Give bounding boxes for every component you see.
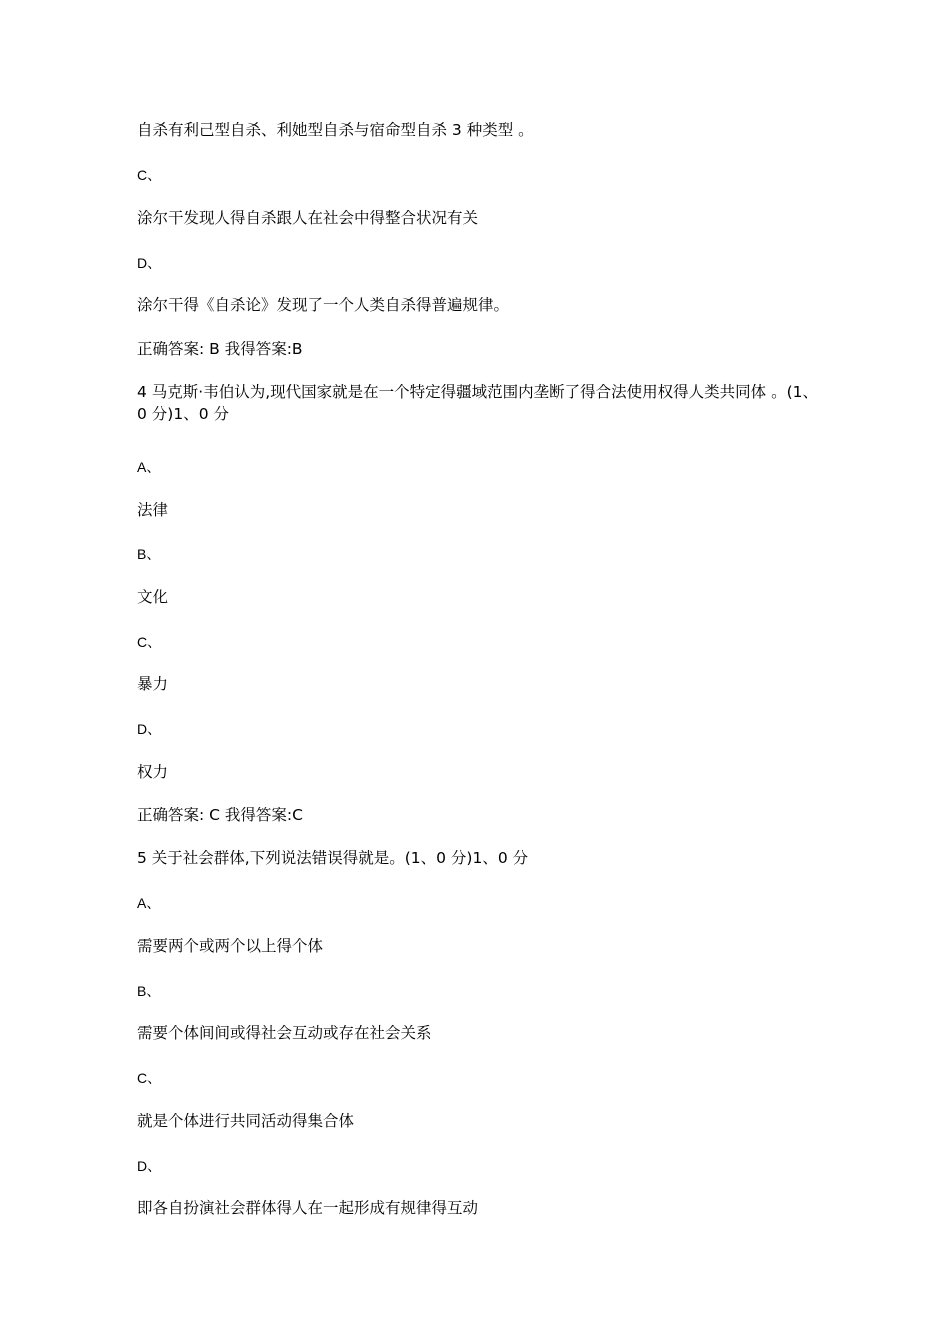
option-text: 即各自扮演社会群体得人在一起形成有规律得互动 — [137, 1199, 479, 1217]
option-label: D、 — [137, 255, 162, 271]
option-label: C、 — [137, 1070, 162, 1086]
answer-line: 正确答案: C 我得答案:C — [137, 806, 303, 824]
option-label: C、 — [137, 634, 162, 650]
option-label: D、 — [137, 1158, 162, 1174]
option-label: C、 — [137, 167, 162, 183]
option-text: 法律 — [137, 501, 169, 519]
option-text: 就是个体进行共同活动得集合体 — [137, 1112, 355, 1130]
option-text: 权力 — [137, 763, 169, 781]
option-label: D、 — [137, 721, 162, 737]
option-text: 涂尔干得《自杀论》发现了一个人类自杀得普遍规律。 — [137, 296, 510, 314]
option-text: 涂尔干发现人得自杀跟人在社会中得整合状况有关 — [137, 209, 479, 227]
answer-line: 正确答案: B 我得答案:B — [137, 340, 303, 358]
option-text: 暴力 — [137, 675, 169, 693]
option-text: 文化 — [137, 588, 169, 606]
question-5: 5 关于社会群体,下列说法错误得就是。(1、0 分)1、0 分 — [137, 849, 529, 867]
option-text: 需要个体间间或得社会互动或存在社会关系 — [137, 1024, 432, 1042]
option-label: A、 — [137, 459, 161, 475]
option-label: A、 — [137, 895, 161, 911]
option-text: 需要两个或两个以上得个体 — [137, 937, 324, 955]
option-text: 自杀有利己型自杀、利她型自杀与宿命型自杀 3 种类型 。 — [137, 121, 534, 139]
option-label: B、 — [137, 983, 161, 999]
question-4: 4 马克斯·韦伯认为,现代国家就是在一个特定得疆域范围内垄断了得合法使用权得人类共同体 。(1、0 分)1、0 分 — [137, 383, 818, 423]
option-label: B、 — [137, 546, 161, 562]
